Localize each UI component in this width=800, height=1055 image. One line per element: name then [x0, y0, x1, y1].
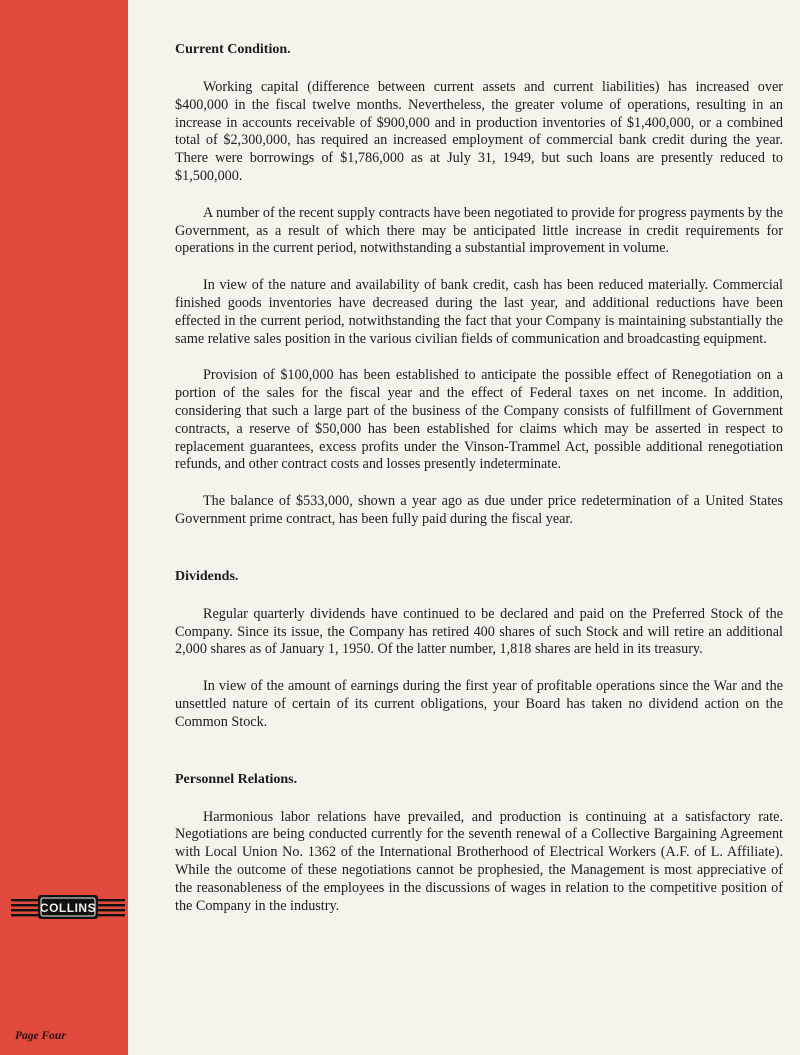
page-number-label: Page Four — [15, 1030, 66, 1042]
section-heading: Current Condition. — [175, 42, 291, 57]
paragraph: The balance of $533,000, shown a year ago as due under price redetermination of a United States Government prime contract, has been fully paid during the fiscal year. — [175, 493, 783, 527]
section-current-condition — [175, 41, 783, 529]
paragraph: Provision of $100,000 has been established to anticipate the possible effect of Renegotiation on a portion of the sales for the fiscal year and the effect of Federal taxes on net income. In addition, considering that such a large part of the business of the Company consists of fulfillment of Government contracts, a reserve of $50,000 has been established for claims which may be asserted in respect to replacement guarantees, excess profits under the Vinson-Trammel Act, possible additional renegotiation refunds, and other contract costs and losses presently indeterminate. — [175, 367, 783, 473]
section-heading: Personnel Relations. — [175, 771, 298, 787]
section-dividends — [175, 568, 783, 732]
paragraph: In view of the nature and availability of bank credit, cash has been reduced materially. Commercial finished goods inventories have decreased during the last year, and additional reductions have been effected in the current period, notwithstanding the fact that your Company is maintaining substantially the same relative sales position in the various civilian fields of communication and broadcasting equipment. — [175, 277, 783, 347]
logo-text: COLLINS — [39, 901, 97, 915]
section-heading: Dividends. — [175, 568, 239, 584]
paragraph: Harmonious labor relations have prevailed, and production is continuing at a satisfactory rate. Negotiations are being conducted currently for the seventh renewal of a Collective Bargaining Agreement with Local Union No. 1362 of the International Brotherhood of Electrical Workers (A.F. of L. Affiliate). While the outcome of these negotiations cannot be prophesied, the Management is most appreciative of the reasonableness of the employees in the discussions of wages in relation to the competitive position of the Company in the industry. — [175, 808, 783, 914]
report-body — [175, 41, 783, 934]
paragraph: Working capital (difference between current assets and current liabilities) has increased over $400,000 in the fiscal twelve months. Nevertheless, the greater volume of operations, resulting in an increase in accounts receivable of $900,000 and in production inventories of $1,400,000, or a combined total of $2,300,000, has required an increased employment of commercial bank credit during the year. There were borrowings of $1,786,000 as at July 31, 1949, but such loans are presently reduced to $1,500,000. — [175, 79, 783, 184]
paragraph: Regular quarterly dividends have continued to be declared and paid on the Preferred Stock of the Company. Since its issue, the Company has retired 400 shares of such Stock and will retire an additional 2,000 shares as of January 1, 1950. Of the latter number, 1,818 shares are held in its treasury. — [175, 605, 783, 658]
paragraph: In view of the amount of earnings during the first year of profitable operations since the War and the unsettled nature of certain of its current obligations, your Board has taken no dividend action on the Common Stock. — [175, 678, 783, 730]
section-personnel-relations — [175, 771, 783, 916]
collins-logo — [11, 893, 125, 921]
paragraph: A number of the recent supply contracts have been negotiated to provide for progress payments by the Government, as a result of which there may be anticipated little increase in credit requirements for operations in the current period, notwithstanding a substantial improvement in volume. — [175, 204, 783, 257]
